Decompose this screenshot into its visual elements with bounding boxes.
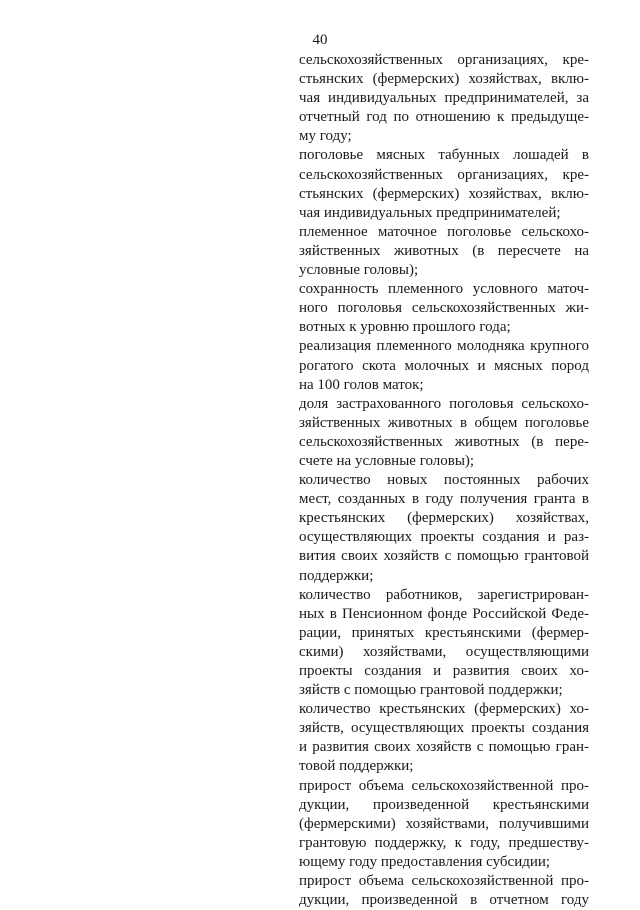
text-line: счете на условные головы);: [299, 452, 475, 469]
text-line: зяйств с помощью грантовой поддержки;: [299, 682, 563, 699]
text-line: чая индивидуальных предпринимателей, за: [299, 90, 589, 107]
text-line: (фермерскими) хозяйствами, получившими: [299, 815, 589, 832]
text-line: сельскохозяйственных организациях, кре-: [299, 52, 589, 68]
text-line: сельскохозяйственных организациях, кре-: [299, 166, 589, 183]
text-line: товой поддержки;: [299, 758, 414, 775]
text-line: дукции, произведенной крестьянскими: [299, 796, 589, 813]
text-line: мест, созданных в году получения гранта в: [299, 491, 589, 508]
text-line: доля застрахованного поголовья сельскохо-: [299, 395, 589, 412]
text-line: зяйств, осуществляющих проекты создания: [299, 720, 589, 737]
text-line: скими) хозяйствами, осуществляющими: [299, 643, 589, 660]
document-body-text: [299, 51, 589, 910]
text-line: вития своих хозяйств с помощью грантовой: [299, 548, 589, 565]
text-line: и развития своих хозяйств с помощью гран-: [299, 739, 589, 756]
text-line: стьянских (фермерских) хозяйствах, вклю-: [299, 71, 589, 88]
text-line: вотных к уровню прошлого года;: [299, 319, 511, 336]
text-line: стьянских (фермерских) хозяйствах, вклю-: [299, 185, 589, 202]
text-line: количество работников, зарегистрирован-: [299, 586, 589, 603]
text-line: сельскохозяйственных животных (в пере-: [299, 433, 589, 450]
text-line: количество крестьянских (фермерских) хо-: [299, 701, 589, 718]
text-line: грантовую поддержку, к году, предшеству-: [299, 834, 589, 851]
text-line: рогатого скота молочных и мясных пород: [299, 357, 589, 374]
text-line: прирост объема сельскохозяйственной про-: [299, 777, 589, 794]
text-line: рации, принятых крестьянскими (фермер-: [299, 624, 589, 641]
text-line: му году;: [299, 128, 352, 145]
text-line: племенное маточное поголовье сельскохо-: [299, 223, 589, 240]
text-line: чая индивидуальных предпринимателей;: [299, 204, 561, 221]
text-line: ных в Пенсионном фонде Российской Феде-: [299, 605, 589, 622]
text-line: крестьянских (фермерских) хозяйствах,: [299, 510, 589, 527]
text-line: количество новых постоянных рабочих: [299, 472, 589, 489]
text-line: зяйственных животных в общем поголовье: [299, 414, 589, 431]
text-line: ющему году предоставления субсидии;: [299, 853, 551, 870]
text-line: поголовье мясных табунных лошадей в: [299, 147, 589, 164]
text-line: отчетный год по отношению к предыдуще-: [299, 109, 589, 126]
text-line: на 100 голов маток;: [299, 376, 424, 393]
text-line: условные головы);: [299, 262, 419, 279]
text-line: ного поголовья сельскохозяйственных жи-: [299, 300, 589, 317]
text-line: прирост объема сельскохозяйственной про-: [299, 873, 589, 890]
text-line: осуществляющих проекты создания и раз-: [299, 529, 589, 546]
text-line: поддержки;: [299, 567, 374, 584]
text-line: проекты создания и развития своих хо-: [299, 663, 589, 679]
text-line: сохранность племенного условного маточ-: [299, 281, 589, 298]
text-line: зяйственных животных (в пересчете на: [299, 242, 589, 259]
text-line: реализация племенного молодняка крупного: [299, 338, 589, 355]
page-number: 40: [312, 32, 328, 48]
text-line: дукции, произведенной в отчетном году: [299, 892, 589, 909]
